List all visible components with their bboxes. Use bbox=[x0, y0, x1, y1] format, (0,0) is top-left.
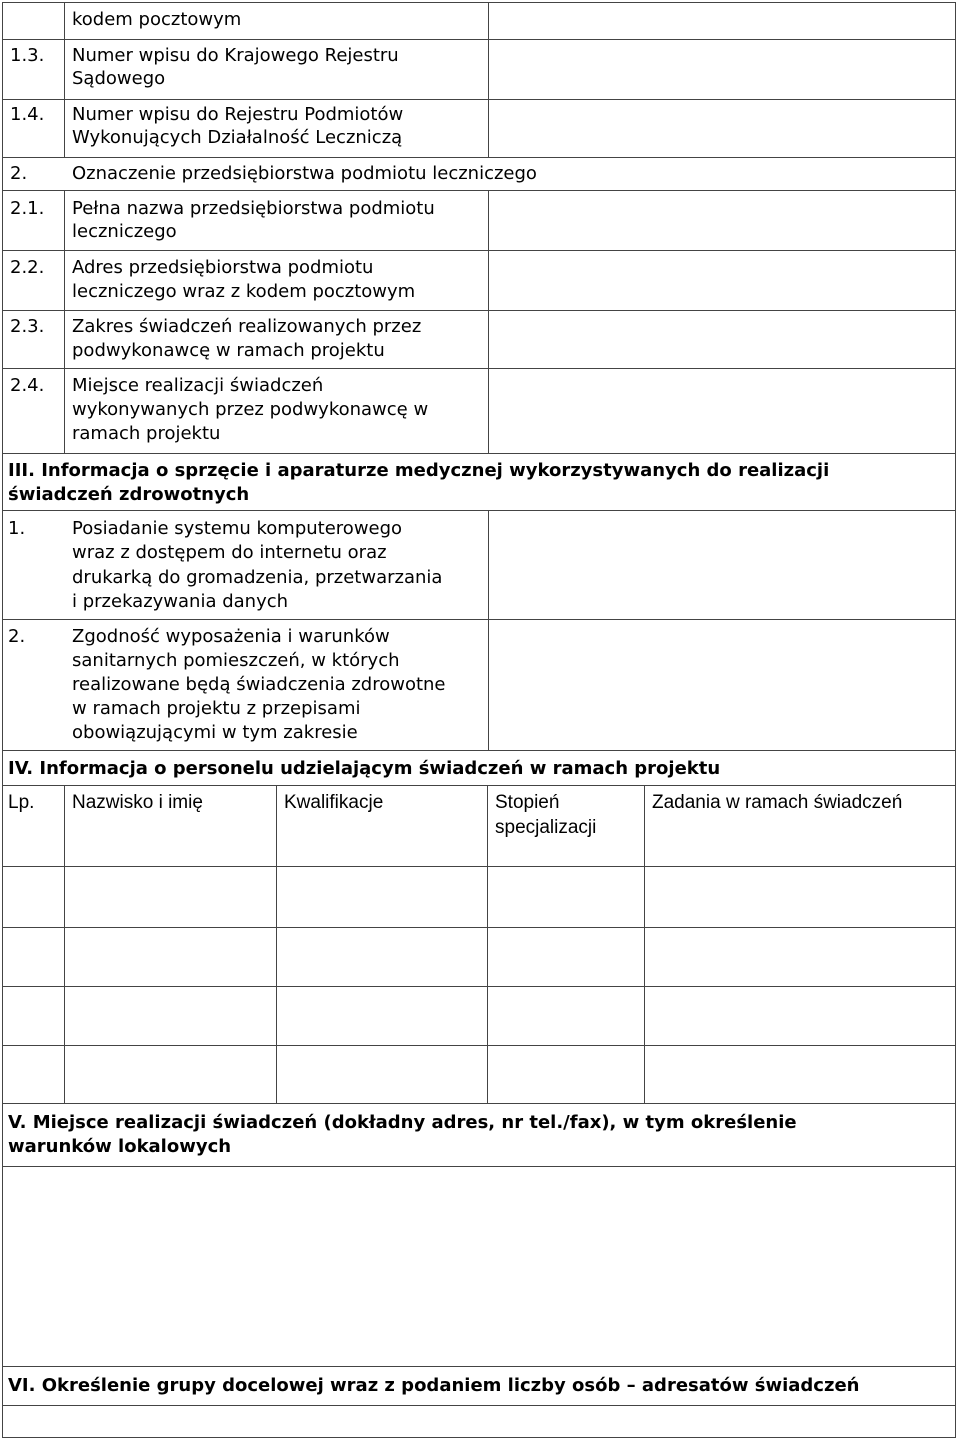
row-2-4-label-2: wykonywanych przez podwykonawcę w bbox=[72, 399, 429, 420]
section-3-item-1-label-2: wraz z dostępem do internetu oraz bbox=[72, 542, 387, 563]
section-3-item-2-label-3: realizowane będą świadczenia zdrowotne bbox=[72, 674, 446, 695]
row-2-3-value-field[interactable] bbox=[489, 311, 955, 368]
table-row[interactable] bbox=[3, 1046, 955, 1103]
row-2-1-label-2: leczniczego bbox=[72, 221, 177, 242]
row-postal-code-text: kodem pocztowym bbox=[72, 9, 242, 30]
table-row[interactable] bbox=[3, 867, 955, 927]
column-header-tasks: Zadania w ramach świadczeń bbox=[652, 792, 903, 813]
section-3-item-2-value-field[interactable] bbox=[489, 620, 955, 750]
section-6-title: VI. Określenie grupy docelowej wraz z podaniem liczby osób – adresatów świadczeń bbox=[8, 1375, 860, 1396]
section-3-item-1-label-1: Posiadanie systemu komputerowego bbox=[72, 518, 403, 539]
row-2-1-number: 2.1. bbox=[10, 198, 45, 219]
row-rpwdl-value-field[interactable] bbox=[489, 100, 955, 157]
row-krs-value-field[interactable] bbox=[489, 40, 955, 99]
row-2-3-label-2: podwykonawcę w ramach projektu bbox=[72, 340, 385, 361]
section-3-item-2-label-2: sanitarnych pomieszczeń, w których bbox=[72, 650, 400, 671]
row-krs-number: 1.3. bbox=[10, 45, 45, 66]
section-3-item-1-label-3: drukarką do gromadzenia, przetwarzania bbox=[72, 567, 443, 588]
section-5-value-field[interactable] bbox=[3, 1167, 955, 1366]
row-rpwdl-label-2: Wykonujących Działalność Leczniczą bbox=[72, 127, 403, 148]
column-header-specialization-2: specjalizacji bbox=[495, 817, 597, 838]
row-2-2-number: 2.2. bbox=[10, 257, 45, 278]
column-header-specialization-1: Stopień bbox=[495, 792, 560, 813]
section-3-item-1-number: 1. bbox=[8, 518, 26, 539]
row-2-3-number: 2.3. bbox=[10, 316, 45, 337]
section-3-title-1: III. Informacja o sprzęcie i aparaturze medycznej wykorzystywanych do realizacji bbox=[8, 460, 830, 481]
section-3-item-1-label-4: i przekazywania danych bbox=[72, 591, 289, 612]
row-2-4-value-field[interactable] bbox=[489, 369, 955, 453]
section-5-title-1: V. Miejsce realizacji świadczeń (dokładny adres, nr tel./fax), w tym określenie bbox=[8, 1112, 797, 1133]
section-3-item-2-label-5: obowiązującymi w tym zakresie bbox=[72, 722, 358, 743]
table-row[interactable] bbox=[3, 987, 955, 1045]
section-5-title-2: warunków lokalowych bbox=[8, 1136, 232, 1157]
row-krs-label-2: Sądowego bbox=[72, 68, 166, 89]
section-3-item-1-value-field[interactable] bbox=[489, 511, 955, 619]
row-rpwdl-number: 1.4. bbox=[10, 104, 45, 125]
section-3-item-2-label-4: w ramach projektu z przepisami bbox=[72, 698, 361, 719]
row-rpwdl-label-1: Numer wpisu do Rejestru Podmiotów bbox=[72, 104, 404, 125]
section-3-item-2-label-1: Zgodność wyposażenia i warunków bbox=[72, 626, 390, 647]
section-2-title: Oznaczenie przedsiębiorstwa podmiotu leczniczego bbox=[72, 163, 537, 184]
column-header-name: Nazwisko i imię bbox=[72, 792, 203, 813]
row-2-4-number: 2.4. bbox=[10, 375, 45, 396]
section-4-title: IV. Informacja o personelu udzielającym świadczeń w ramach projektu bbox=[8, 758, 721, 779]
column-header-lp: Lp. bbox=[8, 792, 35, 813]
row-2-2-value-field[interactable] bbox=[489, 251, 955, 310]
column-header-qualifications: Kwalifikacje bbox=[284, 792, 384, 813]
row-2-1-label-1: Pełna nazwa przedsiębiorstwa podmiotu bbox=[72, 198, 435, 219]
section-6-value-field[interactable] bbox=[3, 1406, 955, 1437]
row-krs-label-1: Numer wpisu do Krajowego Rejestru bbox=[72, 45, 399, 66]
row-2-2-label-1: Adres przedsiębiorstwa podmiotu bbox=[72, 257, 374, 278]
section-2-number: 2. bbox=[10, 163, 28, 184]
row-2-2-label-2: leczniczego wraz z kodem pocztowym bbox=[72, 281, 416, 302]
table-row[interactable] bbox=[3, 928, 955, 986]
row-2-1-value-field[interactable] bbox=[489, 191, 955, 250]
section-3-title-2: świadczeń zdrowotnych bbox=[8, 484, 250, 505]
row-2-3-label-1: Zakres świadczeń realizowanych przez bbox=[72, 316, 422, 337]
row-2-4-label-1: Miejsce realizacji świadczeń bbox=[72, 375, 324, 396]
row-2-4-label-3: ramach projektu bbox=[72, 423, 221, 444]
section-3-item-2-number: 2. bbox=[8, 626, 26, 647]
